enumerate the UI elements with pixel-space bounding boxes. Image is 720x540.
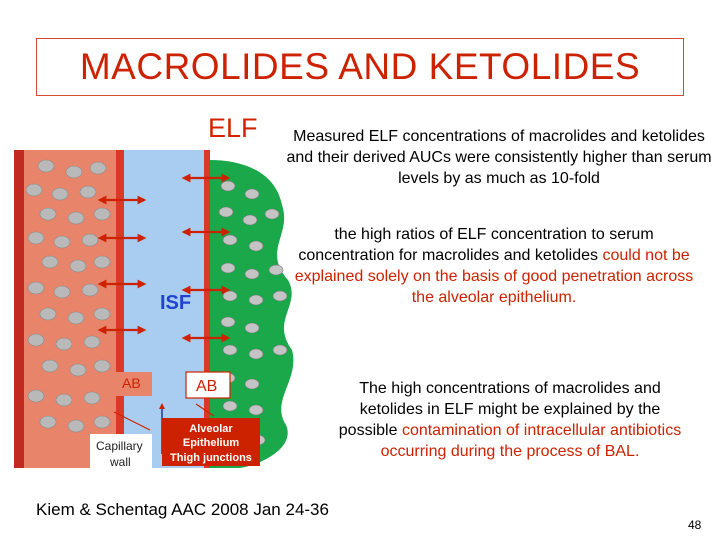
- alveolar-label-line3: Thigh junctions: [170, 452, 252, 464]
- capillary-dark-edge: [14, 150, 24, 468]
- paragraph-bal-contamination-black: The high concentrations of macrolides and ketolides in ELF might be explained by the possible: [338, 380, 661, 439]
- elf-label: ELF: [208, 113, 258, 143]
- paragraph-high-ratios: [294, 224, 694, 308]
- paragraph-elf-concentrations-text: Measured ELF concentrations of macrolides and ketolides and their derived AUCs were consistently higher than serum levels by as much as 10-fold: [286, 128, 712, 187]
- paragraph-elf-concentrations: [286, 126, 712, 189]
- capillary-wall-label-line1: Capillary: [96, 439, 143, 453]
- paragraph-high-ratios-black: the high ratios of ELF concentration to serum concentration for macrolides and ketolides: [298, 226, 654, 264]
- ab-capillary-label: AB: [122, 375, 141, 391]
- paragraph-bal-contamination: [330, 378, 690, 462]
- capillary-wall-label-line2: wall: [110, 455, 131, 469]
- paragraph-bal-contamination-red: contamination of intracellular antibiotics occurring during the process of BAL.: [380, 422, 682, 460]
- isf-label: ISF: [160, 292, 192, 314]
- page-number: 48: [688, 518, 702, 532]
- slide-title: MACROLIDES AND KETOLIDES: [79, 46, 641, 87]
- citation: Kiem & Schentag AAC 2008 Jan 24-36: [36, 500, 329, 519]
- capillary-wall: [116, 150, 124, 468]
- alveolar-label-line1: Alveolar: [189, 423, 233, 435]
- paragraph-high-ratios-red: could not be explained solely on the basis of good penetration across the alveolar epithelium.: [294, 247, 694, 306]
- ab-isf-label: AB: [196, 378, 218, 395]
- alveolar-label-line2: Epithelium: [182, 437, 240, 449]
